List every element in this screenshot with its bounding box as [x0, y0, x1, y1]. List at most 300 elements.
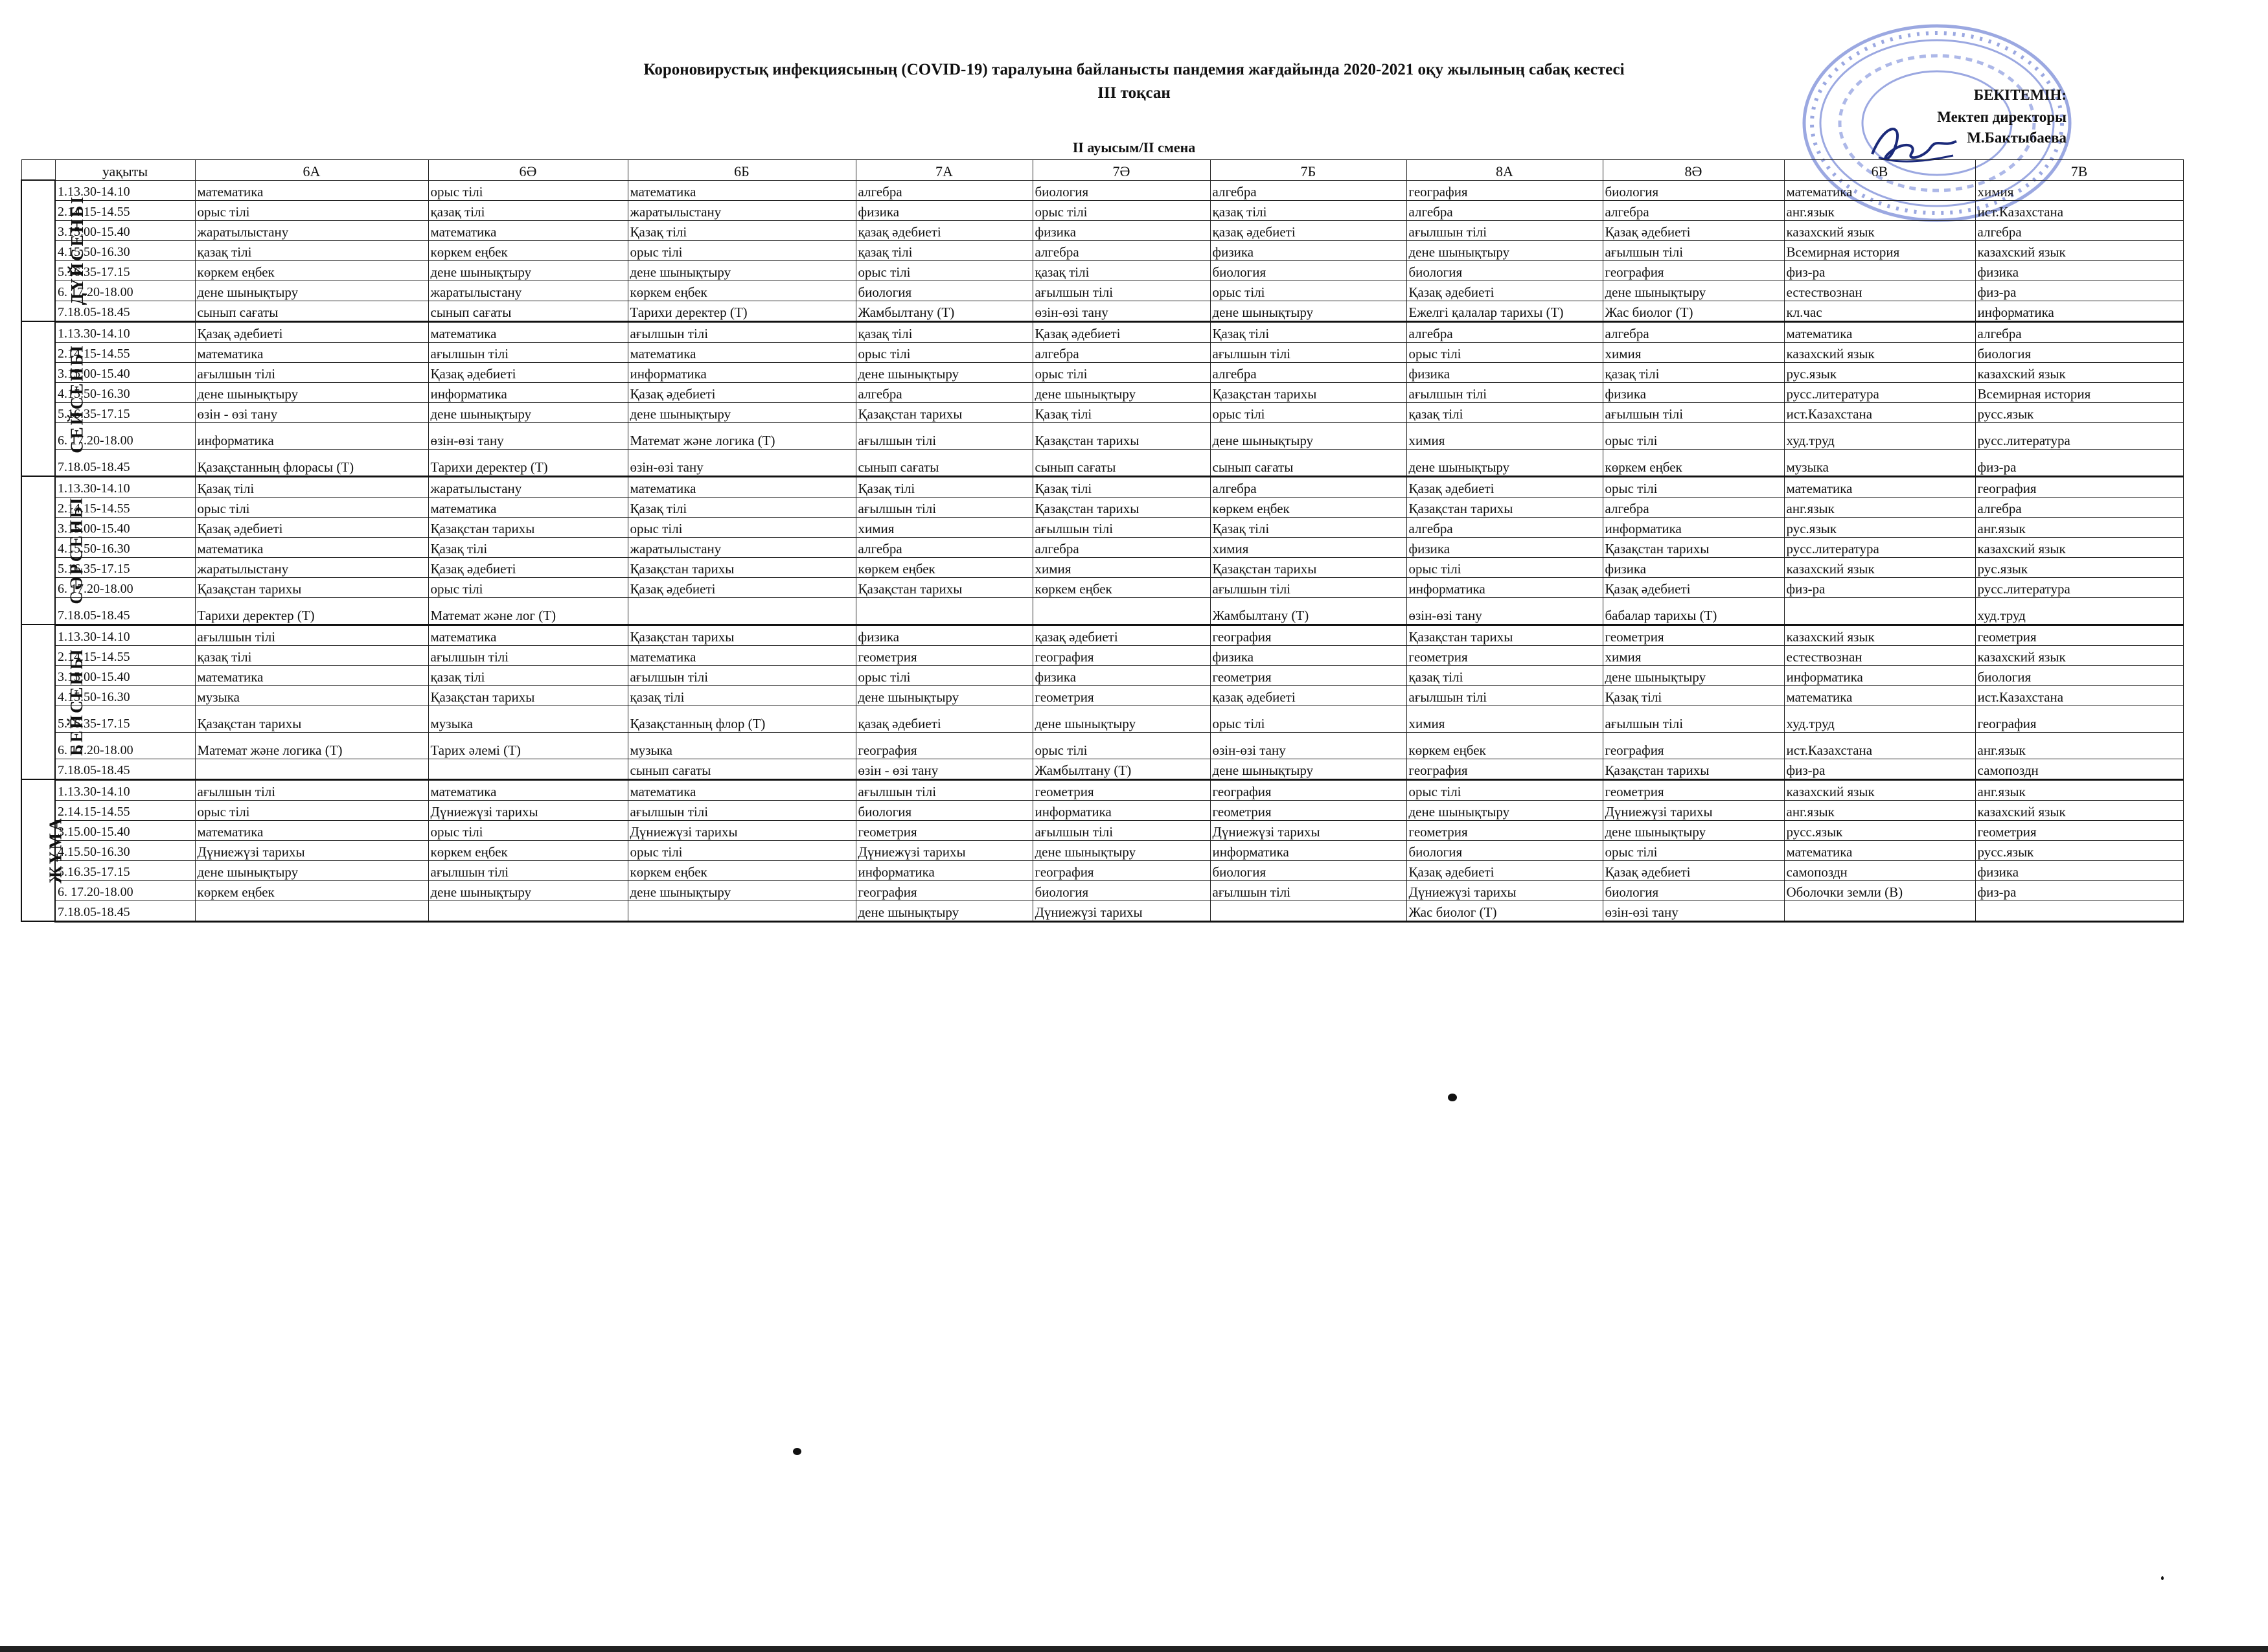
lesson-cell: математика	[428, 625, 628, 645]
day-label-cell	[21, 625, 86, 779]
lesson-cell: ағылшын тілі	[1406, 382, 1603, 402]
lesson-cell: орыс тілі	[1210, 281, 1406, 301]
lesson-cell: Математ және логика (Т)	[195, 732, 428, 759]
lesson-time: 1.13.30-14.10	[55, 180, 195, 200]
lesson-cell: математика	[428, 497, 628, 517]
day-label-cell	[21, 180, 87, 321]
lesson-cell: дене шынықтыру	[428, 402, 628, 422]
lesson-cell: математика	[628, 645, 856, 665]
lesson-time: 6. 17.20-18.00	[55, 577, 195, 597]
lesson-cell: көркем еңбек	[628, 281, 856, 301]
lesson-cell: дене шынықтыру	[1406, 240, 1603, 260]
lesson-cell: Қазақстан тарихы	[1210, 382, 1406, 402]
lesson-cell: география	[1406, 180, 1603, 200]
lesson-time: 4.15.50-16.30	[55, 840, 195, 860]
lesson-cell: дене шынықтыру	[195, 860, 428, 880]
lesson-cell: естествознан	[1784, 645, 1975, 665]
lesson-cell: бабалар тарихы (Т)	[1603, 597, 1784, 625]
lesson-cell: сынып сағаты	[195, 301, 428, 321]
lesson-cell	[856, 597, 1033, 625]
lesson-cell: орыс тілі	[628, 240, 856, 260]
lesson-time: 2.14.15-14.55	[55, 342, 195, 362]
lesson-cell: дене шынықтыру	[856, 901, 1033, 921]
lesson-cell: көркем еңбек	[195, 880, 428, 901]
lesson-cell: биология	[856, 800, 1033, 820]
lesson-cell: информатика	[1033, 800, 1210, 820]
lesson-cell: ағылшын тілі	[1603, 706, 1784, 732]
lesson-cell: өзін-өзі тану	[428, 422, 628, 449]
lesson-cell: кл.час	[1784, 301, 1975, 321]
lesson-cell: алгебра	[856, 537, 1033, 557]
lesson-cell: дене шынықтыру	[1033, 382, 1210, 402]
lesson-cell: казахский язык	[1784, 220, 1975, 240]
lesson-cell: алгебра	[1603, 200, 1784, 220]
schedule-row	[21, 449, 2183, 476]
lesson-cell: Қазақстан тарихы	[856, 577, 1033, 597]
lesson-cell: казахский язык	[1784, 779, 1975, 800]
lesson-cell: көркем еңбек	[195, 260, 428, 281]
lesson-time: 3.15.00-15.40	[55, 665, 195, 685]
lesson-cell: дене шынықтыру	[1210, 759, 1406, 779]
lesson-cell: қазақ тілі	[1033, 260, 1210, 281]
lesson-cell: алгебра	[856, 382, 1033, 402]
lesson-time: 2.14.15-14.55	[55, 800, 195, 820]
lesson-time: 4.15.50-16.30	[55, 685, 195, 706]
lesson-cell: анг.язык	[1784, 200, 1975, 220]
lesson-cell: қазақ әдебиеті	[1210, 685, 1406, 706]
lesson-cell: Қазақстан тарихы	[1033, 422, 1210, 449]
lesson-cell: информатика	[1975, 301, 2183, 321]
lesson-cell: Дүниежүзі тарихы	[1033, 901, 1210, 921]
lesson-cell: сынып сағаты	[1210, 449, 1406, 476]
lesson-time: 7.18.05-18.45	[55, 901, 195, 921]
schedule-row	[21, 180, 2183, 200]
lesson-cell: физ-ра	[1975, 449, 2183, 476]
schedule-table	[21, 159, 2184, 923]
lesson-cell	[428, 759, 628, 779]
lesson-cell: ағылшын тілі	[428, 860, 628, 880]
lesson-cell: русс.язык	[1975, 402, 2183, 422]
schedule-row	[21, 577, 2183, 597]
lesson-cell: ағылшын тілі	[1210, 880, 1406, 901]
lesson-cell: геометрия	[1033, 779, 1210, 800]
document-title: Короновирустық инфекциясының (COVID-19) таралуына байланысты пандемия жағдайында 2020-2021 оқу жылының сабақ кестесі	[643, 61, 1625, 78]
lesson-cell: математика	[428, 220, 628, 240]
lesson-cell: биология	[1975, 342, 2183, 362]
lesson-cell: геометрия	[856, 645, 1033, 665]
lesson-cell: музыка	[628, 732, 856, 759]
lesson-cell: информатика	[1784, 665, 1975, 685]
lesson-cell: жаратылыстану	[628, 537, 856, 557]
lesson-cell: физ-ра	[1975, 880, 2183, 901]
lesson-cell: жаратылыстану	[428, 281, 628, 301]
lesson-cell: биология	[856, 281, 1033, 301]
day-label-cell	[21, 476, 86, 625]
header-cell: 6А	[195, 160, 428, 181]
lesson-cell	[628, 901, 856, 921]
schedule-row	[21, 597, 2183, 625]
lesson-cell: математика	[1784, 321, 1975, 342]
lesson-cell: казахский язык	[1975, 537, 2183, 557]
lesson-cell: математика	[628, 180, 856, 200]
lesson-time: 6. 17.20-18.00	[55, 281, 195, 301]
lesson-cell: Қазақ тілі	[628, 497, 856, 517]
lesson-cell: өзін-өзі тану	[1603, 901, 1784, 921]
lesson-cell: биология	[1406, 260, 1603, 281]
lesson-cell: қазақ тілі	[1406, 402, 1603, 422]
schedule-row	[21, 537, 2183, 557]
lesson-cell: орыс тілі	[628, 517, 856, 537]
lesson-cell: Всемирная история	[1784, 240, 1975, 260]
lesson-cell: Қазақ әдебиеті	[1603, 860, 1784, 880]
lesson-cell: химия	[856, 517, 1033, 537]
lesson-cell: алгебра	[1603, 321, 1784, 342]
lesson-cell: ағылшын тілі	[628, 800, 856, 820]
lesson-cell: дене шынықтыру	[1033, 840, 1210, 860]
lesson-cell: Қазақстан тарихы	[1603, 537, 1784, 557]
lesson-time: 7.18.05-18.45	[55, 449, 195, 476]
schedule-row	[21, 301, 2183, 321]
lesson-cell: естествознан	[1784, 281, 1975, 301]
lesson-cell: информатика	[628, 362, 856, 382]
lesson-cell: Қазақ тілі	[1210, 517, 1406, 537]
lesson-cell: алгебра	[1406, 321, 1603, 342]
header-cell: уақыты	[55, 160, 195, 181]
lesson-cell: Жамбылтану (Т)	[1210, 597, 1406, 625]
lesson-cell: Жас биолог (Т)	[1603, 301, 1784, 321]
lesson-cell: химия	[1210, 537, 1406, 557]
lesson-cell	[195, 901, 428, 921]
lesson-cell: химия	[1603, 645, 1784, 665]
lesson-cell: дене шынықтыру	[1603, 281, 1784, 301]
lesson-cell: қазақ тілі	[195, 645, 428, 665]
lesson-time: 3.15.00-15.40	[55, 517, 195, 537]
lesson-cell: қазақ тілі	[1406, 665, 1603, 685]
lesson-cell: орыс тілі	[1033, 732, 1210, 759]
lesson-cell: орыс тілі	[856, 342, 1033, 362]
lesson-cell: дене шынықтыру	[1603, 665, 1784, 685]
lesson-cell: дене шынықтыру	[428, 260, 628, 281]
lesson-cell	[428, 901, 628, 921]
lesson-cell: Қазақ тілі	[195, 476, 428, 497]
lesson-cell: алгебра	[1210, 180, 1406, 200]
lesson-cell: Дүниежүзі тарихы	[1406, 880, 1603, 901]
lesson-cell: дене шынықтыру	[428, 880, 628, 901]
lesson-time: 7.18.05-18.45	[55, 597, 195, 625]
lesson-cell: информатика	[856, 860, 1033, 880]
schedule-row	[21, 260, 2183, 281]
lesson-cell: дене шынықтыру	[1210, 422, 1406, 449]
lesson-cell: биология	[1210, 860, 1406, 880]
lesson-cell: алгебра	[1033, 342, 1210, 362]
lesson-cell: география	[1603, 732, 1784, 759]
lesson-cell: дене шынықтыру	[1406, 800, 1603, 820]
day-name: ЖҰМА	[45, 816, 65, 884]
lesson-cell: математика	[1784, 476, 1975, 497]
lesson-cell: өзін-өзі тану	[628, 449, 856, 476]
lesson-time: 1.13.30-14.10	[55, 321, 195, 342]
lesson-cell: орыс тілі	[856, 665, 1033, 685]
lesson-cell: геометрия	[1210, 665, 1406, 685]
lesson-cell: самопоздн	[1975, 759, 2183, 779]
lesson-cell: география	[856, 880, 1033, 901]
schedule-row	[21, 820, 2183, 840]
lesson-time: 1.13.30-14.10	[55, 779, 195, 800]
schedule-row	[21, 362, 2183, 382]
lesson-cell: ағылшын тілі	[1033, 517, 1210, 537]
lesson-cell: биология	[1210, 260, 1406, 281]
lesson-cell: русс.язык	[1975, 840, 2183, 860]
lesson-cell: геометрия	[1975, 820, 2183, 840]
lesson-cell: химия	[1406, 706, 1603, 732]
lesson-cell: орыс тілі	[1406, 557, 1603, 577]
lesson-cell: математика	[1784, 685, 1975, 706]
lesson-cell: худ.труд	[1784, 706, 1975, 732]
schedule-row	[21, 860, 2183, 880]
lesson-cell: орыс тілі	[195, 200, 428, 220]
lesson-cell: физика	[1975, 860, 2183, 880]
lesson-cell: русс.литература	[1975, 577, 2183, 597]
lesson-cell	[195, 759, 428, 779]
lesson-cell: математика	[195, 820, 428, 840]
lesson-cell: орыс тілі	[1406, 342, 1603, 362]
lesson-cell: ағылшын тілі	[628, 321, 856, 342]
lesson-cell: физика	[856, 625, 1033, 645]
schedule-row	[21, 240, 2183, 260]
lesson-cell	[628, 597, 856, 625]
lesson-cell: музыка	[195, 685, 428, 706]
lesson-time: 1.13.30-14.10	[55, 625, 195, 645]
lesson-cell: биология	[1603, 880, 1784, 901]
lesson-cell: ист.Казахстана	[1784, 732, 1975, 759]
lesson-cell: қазақ тілі	[1603, 362, 1784, 382]
schedule-row	[21, 840, 2183, 860]
lesson-cell: биология	[1033, 880, 1210, 901]
lesson-time: 5.16.35-17.15	[55, 860, 195, 880]
lesson-cell: сынып сағаты	[628, 759, 856, 779]
schedule-row	[21, 382, 2183, 402]
lesson-time: 5.16.35-17.15	[55, 402, 195, 422]
lesson-cell: орыс тілі	[1210, 706, 1406, 732]
lesson-cell: орыс тілі	[1603, 840, 1784, 860]
lesson-cell: алгебра	[856, 180, 1033, 200]
lesson-cell: дене шынықтыру	[195, 281, 428, 301]
lesson-cell: физика	[1033, 665, 1210, 685]
lesson-cell	[1784, 597, 1975, 625]
lesson-cell: Қазақстан тарихы	[1210, 557, 1406, 577]
lesson-cell: Математ және логика (Т)	[628, 422, 856, 449]
schedule-row	[21, 321, 2183, 342]
lesson-time: 5.16.35-17.15	[55, 260, 195, 281]
scan-speck	[793, 1448, 801, 1455]
lesson-cell: дене шынықтыру	[628, 260, 856, 281]
scan-speck	[1448, 1094, 1457, 1101]
lesson-cell: көркем еңбек	[428, 840, 628, 860]
lesson-cell: физика	[1603, 557, 1784, 577]
lesson-cell: Қазақстанның флор (Т)	[628, 706, 856, 732]
lesson-cell: алгебра	[1406, 517, 1603, 537]
lesson-cell: Қазақстан тарихы	[856, 402, 1033, 422]
lesson-cell: сынып сағаты	[856, 449, 1033, 476]
lesson-cell: Тарих әлемі (Т)	[428, 732, 628, 759]
lesson-cell: дене шынықтыру	[856, 685, 1033, 706]
day-name: СӘРСЕНБІ	[66, 495, 86, 604]
lesson-cell: қазақ әдебиеті	[1033, 625, 1210, 645]
lesson-cell: Жас биолог (Т)	[1406, 901, 1603, 921]
lesson-cell: қазақ тілі	[428, 665, 628, 685]
lesson-time: 3.15.00-15.40	[55, 220, 195, 240]
lesson-cell: анг.язык	[1784, 497, 1975, 517]
lesson-cell: Ежелгі қалалар тарихы (Т)	[1406, 301, 1603, 321]
lesson-cell: сынып сағаты	[428, 301, 628, 321]
lesson-cell: Қазақ тілі	[428, 537, 628, 557]
lesson-cell: алгебра	[1210, 476, 1406, 497]
lesson-cell: физика	[1603, 382, 1784, 402]
header-cell: 8Ә	[1603, 160, 1784, 181]
lesson-time: 1.13.30-14.10	[55, 476, 195, 497]
lesson-cell: өзін-өзі тану	[1406, 597, 1603, 625]
lesson-cell: алгебра	[1210, 362, 1406, 382]
lesson-cell: алгебра	[1406, 200, 1603, 220]
lesson-cell: информатика	[1210, 840, 1406, 860]
lesson-cell: русс.литература	[1784, 382, 1975, 402]
lesson-cell: химия	[1033, 557, 1210, 577]
quarter-label: III тоқсан	[1097, 84, 1171, 102]
lesson-cell: ағылшын тілі	[428, 645, 628, 665]
lesson-time: 2.14.15-14.55	[55, 645, 195, 665]
lesson-cell: қазақ әдебиеті	[856, 220, 1033, 240]
lesson-cell: физ-ра	[1784, 759, 1975, 779]
lesson-cell: казахский язык	[1975, 800, 2183, 820]
lesson-time: 7.18.05-18.45	[55, 301, 195, 321]
lesson-cell: анг.язык	[1975, 517, 2183, 537]
lesson-cell: дене шынықтыру	[628, 402, 856, 422]
lesson-time: 5.16.35-17.15	[55, 706, 195, 732]
schedule-row	[21, 281, 2183, 301]
lesson-cell: орыс тілі	[1603, 422, 1784, 449]
schedule-row	[21, 517, 2183, 537]
lesson-cell: дене шынықтыру	[1033, 706, 1210, 732]
lesson-cell: ағылшын тілі	[856, 422, 1033, 449]
header-cell: 6В	[1784, 160, 1975, 181]
lesson-cell: геометрия	[1406, 820, 1603, 840]
lesson-cell: геометрия	[1603, 625, 1784, 645]
lesson-cell: русс.литература	[1784, 537, 1975, 557]
lesson-cell: көркем еңбек	[856, 557, 1033, 577]
lesson-cell: орыс тілі	[1033, 200, 1210, 220]
lesson-cell: Қазақстан тарихы	[195, 706, 428, 732]
lesson-cell: Қазақстан тарихы	[628, 557, 856, 577]
lesson-cell: Қазақстан тарихы	[428, 685, 628, 706]
lesson-cell: рус.язык	[1975, 557, 2183, 577]
lesson-cell: орыс тілі	[1210, 402, 1406, 422]
lesson-cell: математика	[195, 180, 428, 200]
lesson-cell: орыс тілі	[428, 180, 628, 200]
lesson-cell: дене шынықтыру	[1406, 449, 1603, 476]
lesson-cell: биология	[1603, 180, 1784, 200]
lesson-cell: өзін - өзі тану	[856, 759, 1033, 779]
lesson-cell: биология	[1033, 180, 1210, 200]
lesson-cell: русс.литература	[1975, 422, 2183, 449]
lesson-cell: Қазақ әдебиеті	[428, 557, 628, 577]
lesson-cell: көркем еңбек	[1603, 449, 1784, 476]
lesson-cell: ағылшын тілі	[1603, 402, 1784, 422]
schedule-row	[21, 880, 2183, 901]
lesson-cell: география	[1975, 476, 2183, 497]
lesson-cell: Қазақ әдебиеті	[628, 382, 856, 402]
lesson-time: 3.15.00-15.40	[55, 820, 195, 840]
lesson-cell: информатика	[1603, 517, 1784, 537]
lesson-cell: сынып сағаты	[1033, 449, 1210, 476]
lesson-cell: математика	[628, 779, 856, 800]
lesson-cell: орыс тілі	[195, 497, 428, 517]
lesson-cell: биология	[1975, 665, 2183, 685]
schedule-row	[21, 685, 2183, 706]
lesson-cell: физика	[1210, 240, 1406, 260]
lesson-cell: математика	[428, 779, 628, 800]
schedule-row	[21, 645, 2183, 665]
lesson-cell: Қазақ әдебиеті	[1033, 321, 1210, 342]
lesson-cell: алгебра	[1033, 240, 1210, 260]
schedule-row	[21, 800, 2183, 820]
header-corner	[21, 160, 55, 181]
lesson-cell: география	[856, 732, 1033, 759]
lesson-cell: орыс тілі	[1603, 476, 1784, 497]
lesson-cell: қазақ тілі	[856, 240, 1033, 260]
lesson-cell: ист.Казахстана	[1784, 402, 1975, 422]
lesson-cell: өзін-өзі тану	[1210, 732, 1406, 759]
schedule-row	[21, 476, 2183, 497]
header-cell: 8А	[1406, 160, 1603, 181]
header-cell: 7В	[1975, 160, 2183, 181]
lesson-cell: Қазақ тілі	[1603, 685, 1784, 706]
lesson-cell: алгебра	[1603, 497, 1784, 517]
lesson-time: 2.14.15-14.55	[55, 200, 195, 220]
lesson-cell: математика	[628, 342, 856, 362]
lesson-cell	[1975, 901, 2183, 921]
lesson-cell: математика	[1784, 180, 1975, 200]
lesson-cell: Қазақ тілі	[856, 476, 1033, 497]
lesson-cell: геометрия	[1975, 625, 2183, 645]
schedule-row	[21, 200, 2183, 220]
lesson-cell: Қазақстан тарихы	[1406, 625, 1603, 645]
schedule-row	[21, 732, 2183, 759]
lesson-cell: орыс тілі	[195, 800, 428, 820]
lesson-cell: орыс тілі	[428, 820, 628, 840]
lesson-cell: Қазақстан тарихы	[628, 625, 856, 645]
lesson-cell: Қазақ тілі	[1033, 402, 1210, 422]
lesson-time: 6. 17.20-18.00	[55, 422, 195, 449]
day-name: ДҮЙСЕНБІ	[67, 195, 87, 305]
lesson-cell: Қазақстан тарихы	[1033, 497, 1210, 517]
lesson-cell: алгебра	[1975, 497, 2183, 517]
lesson-time: 7.18.05-18.45	[55, 759, 195, 779]
lesson-cell: Қазақ әдебиеті	[1406, 281, 1603, 301]
schedule-row	[21, 706, 2183, 732]
lesson-cell: ист.Казахстана	[1975, 200, 2183, 220]
lesson-cell: ағылшын тілі	[195, 779, 428, 800]
lesson-cell: Қазақ әдебиеті	[1603, 577, 1784, 597]
lesson-cell: ағылшын тілі	[1603, 240, 1784, 260]
approval-heading: БЕКІТЕМІН:	[1973, 87, 2067, 103]
lesson-time: 5.16.35-17.15	[55, 557, 195, 577]
lesson-cell: Қазақ әдебиеті	[1603, 220, 1784, 240]
schedule-row	[21, 625, 2183, 645]
schedule-row	[21, 220, 2183, 240]
header-cell: 7Б	[1210, 160, 1406, 181]
lesson-cell: ағылшын тілі	[1210, 342, 1406, 362]
lesson-cell: география	[1406, 759, 1603, 779]
